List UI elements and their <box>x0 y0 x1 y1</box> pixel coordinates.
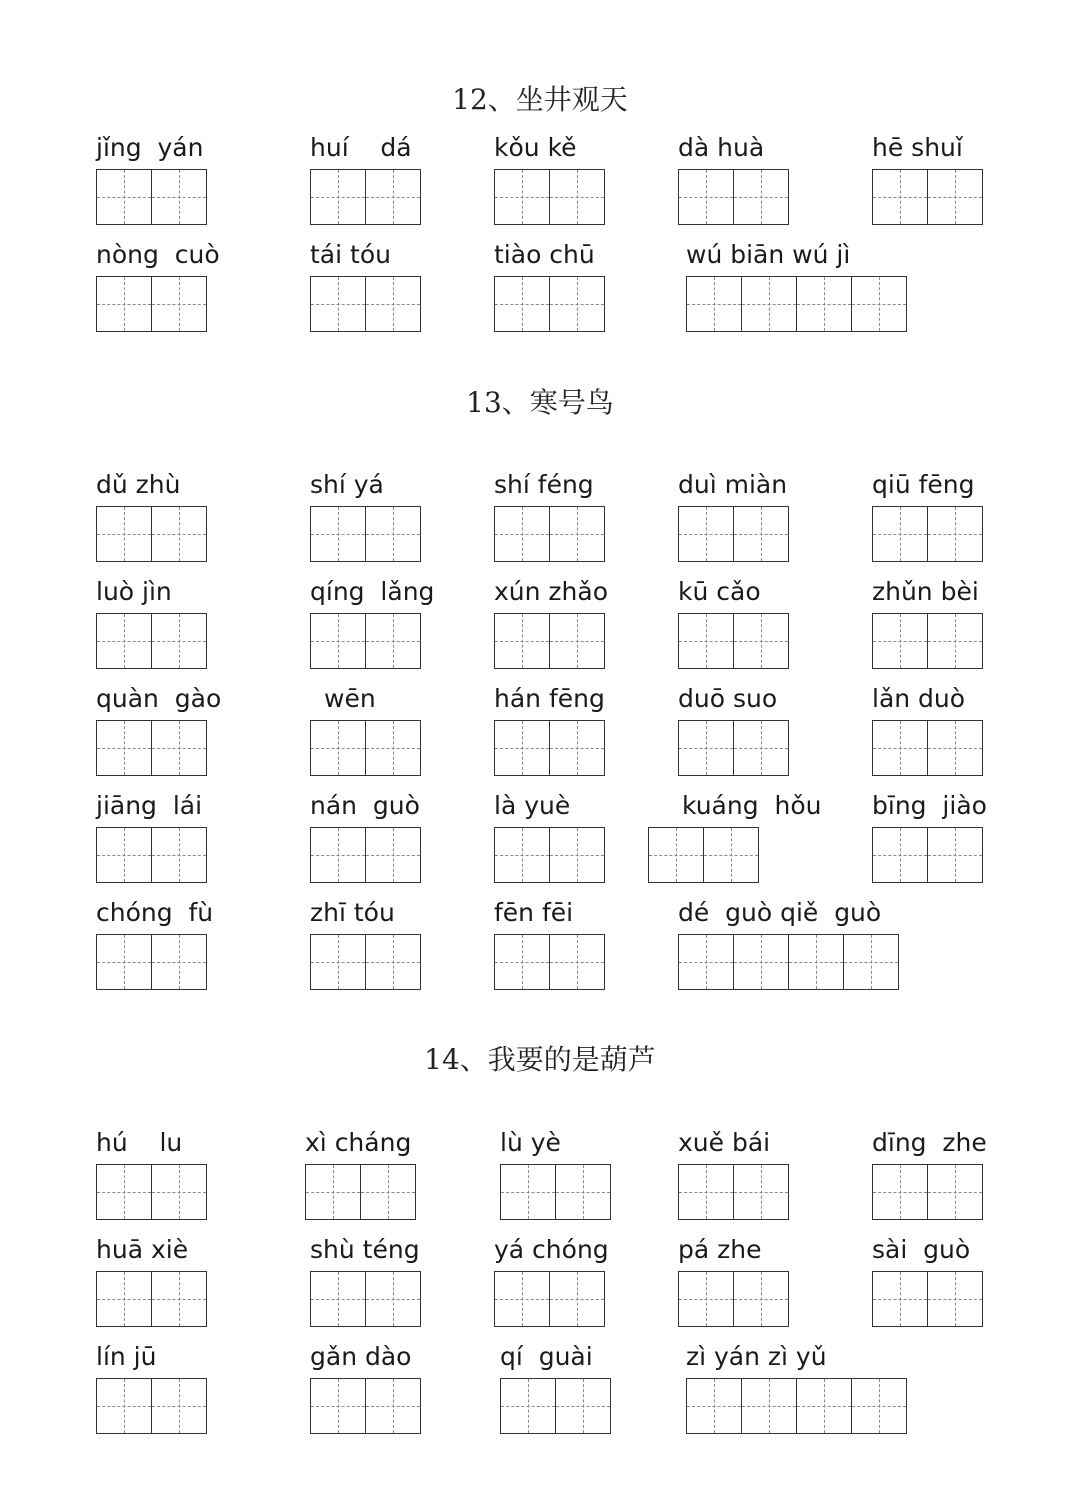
word-item <box>96 791 207 883</box>
writing-grid <box>494 720 605 776</box>
character-box[interactable] <box>495 506 550 562</box>
character-box[interactable] <box>928 506 983 562</box>
character-box[interactable] <box>734 720 789 776</box>
word-item <box>678 898 899 990</box>
character-box[interactable] <box>844 934 899 990</box>
character-box[interactable] <box>873 720 928 776</box>
character-box[interactable] <box>742 276 797 332</box>
writing-grid <box>872 720 983 776</box>
section-title: 14、我要的是葫芦 <box>424 1043 656 1076</box>
pinyin-label: chóng fù <box>96 898 214 927</box>
character-box[interactable] <box>97 1378 152 1434</box>
word-item <box>678 1235 789 1327</box>
word-item <box>96 684 221 776</box>
pinyin-label: wēn <box>324 684 376 713</box>
character-box[interactable] <box>852 1378 907 1434</box>
character-box[interactable] <box>556 1378 611 1434</box>
writing-grid <box>872 1164 987 1220</box>
word-item <box>310 1235 421 1327</box>
word-item <box>310 898 421 990</box>
character-box[interactable] <box>152 720 207 776</box>
pinyin-label: dà huà <box>678 133 765 162</box>
pinyin-label: duì miàn <box>678 470 788 499</box>
pinyin-label: tiào chū <box>494 240 595 269</box>
writing-grid <box>494 169 605 225</box>
character-box[interactable] <box>361 1164 416 1220</box>
writing-grid <box>310 827 421 883</box>
character-box[interactable] <box>873 1271 928 1327</box>
character-box[interactable] <box>366 276 421 332</box>
word-item <box>96 577 207 669</box>
pinyin-label: pá zhe <box>678 1235 762 1264</box>
word-item <box>872 133 983 225</box>
word-item <box>494 684 605 776</box>
word-item <box>494 240 605 332</box>
pinyin-label: wú biān wú jì <box>686 240 851 269</box>
character-box[interactable] <box>928 1271 983 1327</box>
pinyin-label: dǔ zhù <box>96 470 181 499</box>
character-box[interactable] <box>679 506 734 562</box>
character-box[interactable] <box>97 720 152 776</box>
character-box[interactable] <box>366 169 421 225</box>
character-box[interactable] <box>873 506 928 562</box>
character-box[interactable] <box>789 934 844 990</box>
writing-grid <box>872 827 987 883</box>
writing-grid <box>678 1271 789 1327</box>
character-box[interactable] <box>687 1378 742 1434</box>
writing-grid <box>678 720 789 776</box>
character-box[interactable] <box>873 1164 928 1220</box>
pinyin-label: jǐng yán <box>96 133 204 162</box>
character-box[interactable] <box>97 934 152 990</box>
character-box[interactable] <box>928 613 983 669</box>
character-box[interactable] <box>742 1378 797 1434</box>
writing-grid <box>872 1271 983 1327</box>
character-box[interactable] <box>97 1164 152 1220</box>
pinyin-label: huā xiè <box>96 1235 189 1264</box>
pinyin-label: duō suo <box>678 684 778 713</box>
writing-grid <box>96 1378 207 1434</box>
word-item <box>872 577 983 669</box>
character-box[interactable] <box>734 169 789 225</box>
writing-grid <box>678 934 899 990</box>
writing-grid <box>310 1271 421 1327</box>
character-box[interactable] <box>97 276 152 332</box>
word-item <box>494 470 605 562</box>
character-box[interactable] <box>366 1378 421 1434</box>
word-item <box>310 470 421 562</box>
word-item <box>494 1235 609 1327</box>
word-item <box>678 684 789 776</box>
character-box[interactable] <box>928 169 983 225</box>
character-box[interactable] <box>556 1164 611 1220</box>
pinyin-label: xún zhǎo <box>494 577 609 606</box>
writing-grid <box>678 169 789 225</box>
writing-grid <box>96 1271 207 1327</box>
character-box[interactable] <box>734 506 789 562</box>
section-title: 12、坐井观天 <box>452 83 628 116</box>
writing-grid <box>494 827 605 883</box>
character-box[interactable] <box>97 169 152 225</box>
character-box[interactable] <box>366 506 421 562</box>
character-box[interactable] <box>152 1164 207 1220</box>
writing-grid <box>648 827 821 883</box>
word-item <box>96 133 207 225</box>
character-box[interactable] <box>679 169 734 225</box>
word-item <box>678 577 789 669</box>
character-box[interactable] <box>928 827 983 883</box>
pinyin-label: qiū fēng <box>872 470 975 499</box>
word-item <box>305 1128 416 1220</box>
character-box[interactable] <box>687 276 742 332</box>
writing-grid <box>494 276 605 332</box>
writing-grid <box>872 506 983 562</box>
character-box[interactable] <box>679 720 734 776</box>
writing-grid <box>96 169 207 225</box>
character-box[interactable] <box>550 169 605 225</box>
pinyin-label: nán guò <box>310 791 420 820</box>
word-item <box>310 577 434 669</box>
writing-grid <box>686 1378 907 1434</box>
character-box[interactable] <box>366 720 421 776</box>
character-box[interactable] <box>152 1271 207 1327</box>
character-box[interactable] <box>366 934 421 990</box>
writing-grid <box>494 1271 609 1327</box>
word-item <box>686 240 907 332</box>
pinyin-label: yá chóng <box>494 1235 609 1264</box>
word-item <box>96 240 220 332</box>
word-item <box>96 1128 207 1220</box>
writing-grid <box>310 1378 421 1434</box>
character-box[interactable] <box>311 506 366 562</box>
writing-grid <box>678 613 789 669</box>
character-box[interactable] <box>873 827 928 883</box>
pinyin-label: zhǔn bèi <box>872 577 979 606</box>
pinyin-label: lù yè <box>500 1128 561 1157</box>
pinyin-label: shù téng <box>310 1235 420 1264</box>
writing-grid <box>96 827 207 883</box>
character-box[interactable] <box>704 827 759 883</box>
writing-grid <box>494 934 605 990</box>
pinyin-label: bīng jiào <box>872 791 987 820</box>
character-box[interactable] <box>311 1378 366 1434</box>
character-box[interactable] <box>152 613 207 669</box>
pinyin-label: kǒu kě <box>494 133 577 162</box>
word-item <box>872 684 983 776</box>
word-item <box>872 1235 983 1327</box>
pinyin-label: huí dá <box>310 133 412 162</box>
character-box[interactable] <box>311 1271 366 1327</box>
writing-grid <box>310 613 434 669</box>
word-item <box>872 791 987 883</box>
character-box[interactable] <box>679 613 734 669</box>
character-box[interactable] <box>152 506 207 562</box>
character-box[interactable] <box>649 827 704 883</box>
writing-grid <box>96 506 207 562</box>
pinyin-label: zhī tóu <box>310 898 395 927</box>
writing-grid <box>310 934 421 990</box>
character-box[interactable] <box>495 169 550 225</box>
pinyin-label: qí guài <box>500 1342 593 1371</box>
character-box[interactable] <box>679 1164 734 1220</box>
word-item <box>96 1342 207 1434</box>
pinyin-label: qíng lǎng <box>310 577 435 606</box>
character-box[interactable] <box>734 1271 789 1327</box>
character-box[interactable] <box>366 613 421 669</box>
word-item <box>96 898 213 990</box>
character-box[interactable] <box>152 1378 207 1434</box>
pinyin-label: fēn fēi <box>494 898 574 927</box>
pinyin-label: kū cǎo <box>678 577 761 606</box>
character-box[interactable] <box>550 827 605 883</box>
word-item <box>96 470 207 562</box>
writing-grid <box>500 1378 611 1434</box>
character-box[interactable] <box>797 1378 852 1434</box>
pinyin-label: dīng zhe <box>872 1128 987 1157</box>
character-box[interactable] <box>97 506 152 562</box>
writing-grid <box>494 613 608 669</box>
pinyin-label: gǎn dào <box>310 1342 412 1371</box>
writing-grid <box>96 276 220 332</box>
character-box[interactable] <box>495 613 550 669</box>
character-box[interactable] <box>152 276 207 332</box>
character-box[interactable] <box>495 827 550 883</box>
character-box[interactable] <box>873 613 928 669</box>
character-box[interactable] <box>501 1378 556 1434</box>
word-item <box>678 1128 789 1220</box>
character-box[interactable] <box>550 276 605 332</box>
character-box[interactable] <box>311 169 366 225</box>
character-box[interactable] <box>311 276 366 332</box>
writing-grid <box>494 506 605 562</box>
character-box[interactable] <box>550 720 605 776</box>
pinyin-label: lín jū <box>96 1342 157 1371</box>
character-box[interactable] <box>152 934 207 990</box>
character-box[interactable] <box>495 934 550 990</box>
word-item <box>310 791 421 883</box>
writing-grid <box>310 276 421 332</box>
character-box[interactable] <box>679 934 734 990</box>
character-box[interactable] <box>306 1164 361 1220</box>
word-item <box>310 1342 421 1434</box>
word-item <box>494 791 605 883</box>
word-item <box>872 1128 987 1220</box>
writing-grid <box>310 720 421 776</box>
word-item <box>500 1342 611 1434</box>
pinyin-label: kuáng hǒu <box>682 791 822 820</box>
character-box[interactable] <box>550 1271 605 1327</box>
character-box[interactable] <box>97 613 152 669</box>
word-item <box>494 898 605 990</box>
pinyin-label: jiāng lái <box>96 791 203 820</box>
character-box[interactable] <box>366 1271 421 1327</box>
character-box[interactable] <box>152 827 207 883</box>
pinyin-label: dé guò qiě guò <box>678 898 882 927</box>
section-title: 13、寒号鸟 <box>466 386 614 419</box>
pinyin-label: luò jìn <box>96 577 172 606</box>
character-box[interactable] <box>734 1164 789 1220</box>
pinyin-label: xì cháng <box>305 1128 412 1157</box>
pinyin-label: shí yá <box>310 470 384 499</box>
pinyin-label: hán fēng <box>494 684 605 713</box>
word-item <box>96 1235 207 1327</box>
writing-grid <box>686 276 907 332</box>
pinyin-label: xuě bái <box>678 1128 771 1157</box>
pinyin-label: zì yán zì yǔ <box>686 1342 827 1371</box>
word-item <box>494 577 608 669</box>
pinyin-label: quàn gào <box>96 684 222 713</box>
word-item <box>310 240 421 332</box>
pinyin-label: hē shuǐ <box>872 133 963 162</box>
pinyin-label: nòng cuò <box>96 240 220 269</box>
character-box[interactable] <box>734 613 789 669</box>
character-box[interactable] <box>311 613 366 669</box>
writing-grid <box>96 613 207 669</box>
pinyin-label: shí féng <box>494 470 594 499</box>
writing-grid <box>96 1164 207 1220</box>
character-box[interactable] <box>311 720 366 776</box>
writing-grid <box>872 613 983 669</box>
writing-grid <box>872 169 983 225</box>
character-box[interactable] <box>501 1164 556 1220</box>
character-box[interactable] <box>873 169 928 225</box>
word-item <box>678 133 789 225</box>
character-box[interactable] <box>550 613 605 669</box>
character-box[interactable] <box>97 1271 152 1327</box>
writing-grid <box>310 506 421 562</box>
word-item <box>310 684 421 776</box>
pinyin-label: là yuè <box>494 791 571 820</box>
word-item <box>678 470 789 562</box>
word-item <box>648 791 821 883</box>
writing-grid <box>96 720 221 776</box>
character-box[interactable] <box>495 1271 550 1327</box>
writing-grid <box>96 934 213 990</box>
character-box[interactable] <box>734 934 789 990</box>
pinyin-label: sài guò <box>872 1235 971 1264</box>
character-box[interactable] <box>311 827 366 883</box>
character-box[interactable] <box>366 827 421 883</box>
writing-grid <box>305 1164 416 1220</box>
writing-grid <box>678 506 789 562</box>
character-box[interactable] <box>495 276 550 332</box>
character-box[interactable] <box>852 276 907 332</box>
character-box[interactable] <box>928 1164 983 1220</box>
character-box[interactable] <box>928 720 983 776</box>
character-box[interactable] <box>550 934 605 990</box>
word-item <box>872 470 983 562</box>
character-box[interactable] <box>311 934 366 990</box>
character-box[interactable] <box>550 506 605 562</box>
character-box[interactable] <box>495 720 550 776</box>
pinyin-label: hú lu <box>96 1128 183 1157</box>
writing-grid <box>500 1164 611 1220</box>
word-item <box>310 133 421 225</box>
word-item <box>494 133 605 225</box>
writing-grid <box>678 1164 789 1220</box>
pinyin-label: lǎn duò <box>872 684 966 713</box>
word-item <box>500 1128 611 1220</box>
character-box[interactable] <box>97 827 152 883</box>
writing-grid <box>310 169 421 225</box>
character-box[interactable] <box>152 169 207 225</box>
character-box[interactable] <box>797 276 852 332</box>
word-item <box>686 1342 907 1434</box>
character-box[interactable] <box>679 1271 734 1327</box>
pinyin-label: tái tóu <box>310 240 391 269</box>
